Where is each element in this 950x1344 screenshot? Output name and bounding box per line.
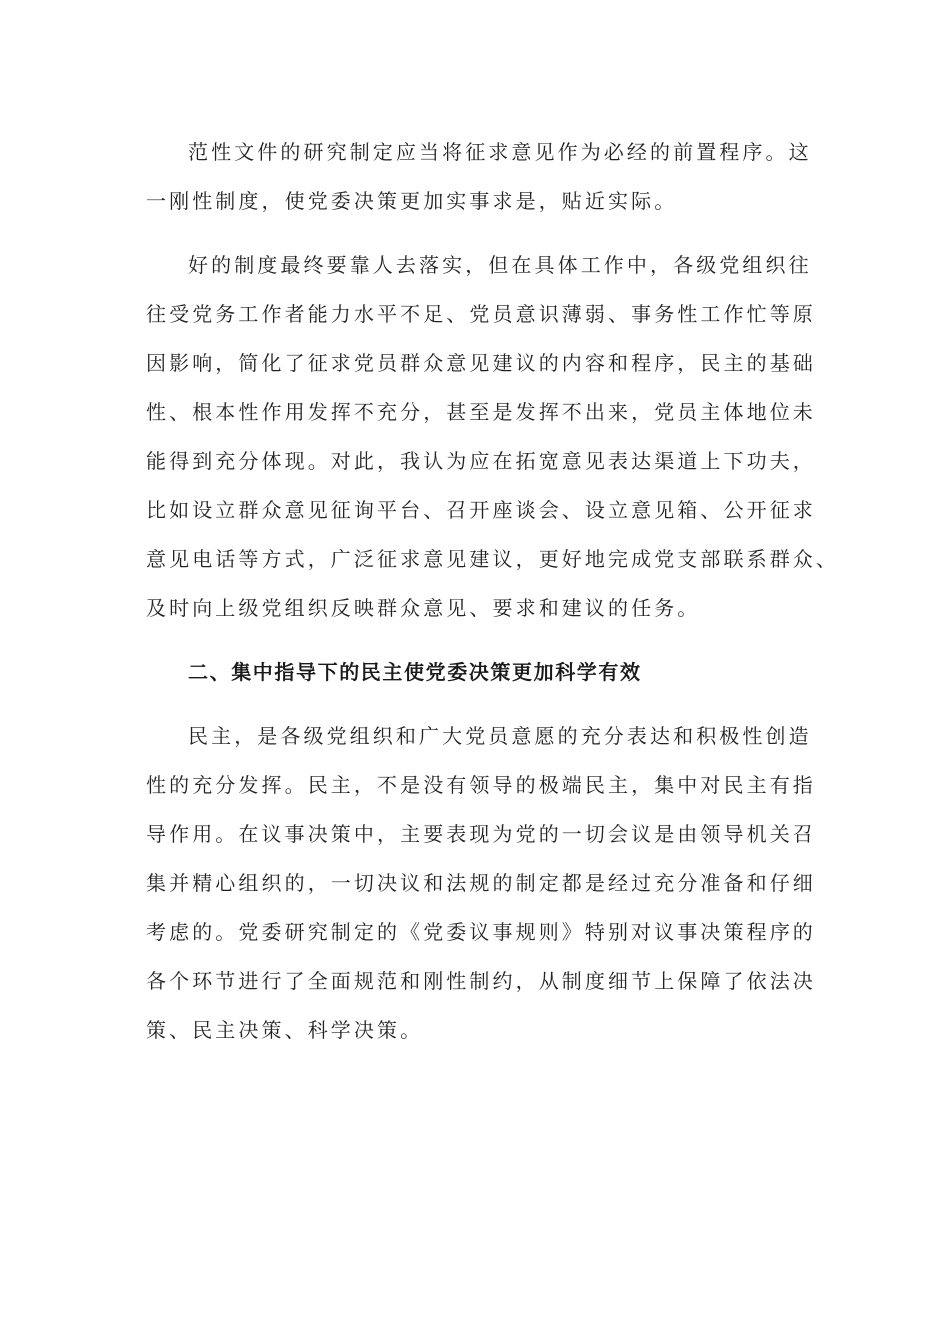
paragraph-3 <box>146 712 822 1055</box>
paragraph-line: 往受党务工作者能力水平不足、党员意识薄弱、事务性工作忙等原 <box>146 302 816 326</box>
paragraph-line: 意见电话等方式，广泛征求意见建议，更好地完成党支部联系群众、 <box>146 547 839 571</box>
section-heading-text: 二、集中指导下的民主使党委决策更加科学有效 <box>188 660 642 684</box>
paragraph-line: 性的充分发挥。民主，不是没有领导的极端民主，集中对民主有指 <box>146 773 816 797</box>
paragraph-spacer <box>146 633 822 648</box>
paragraph-line: 导作用。在议事决策中，主要表现为党的一切会议是由领导机关召 <box>146 822 816 846</box>
paragraph-2 <box>146 241 839 633</box>
document-body <box>146 128 839 1055</box>
paragraph-line: 策、民主决策、科学决策。 <box>146 1018 424 1042</box>
paragraph-1 <box>146 128 822 226</box>
paragraph-line: 集并精心组织的，一切决议和法规的制定都是经过充分准备和仔细 <box>146 871 816 895</box>
paragraph-line: 及时向上级党组织反映群众意见、要求和建议的任务。 <box>146 596 701 620</box>
paragraph-line: 性、根本性作用发挥不充分，甚至是发挥不出来，党员主体地位未 <box>146 400 816 424</box>
paragraph-spacer <box>146 697 822 712</box>
section-heading <box>146 648 822 697</box>
paragraph-line: 民主，是各级党组织和广大党员意愿的充分表达和积极性创造 <box>188 724 812 748</box>
paragraph-line: 考虑的。党委研究制定的《党委议事规则》特别对议事决策程序的 <box>146 920 816 944</box>
paragraph-spacer <box>146 226 822 241</box>
paragraph-line: 各个环节进行了全面规范和刚性制约，从制度细节上保障了依法决 <box>146 969 816 993</box>
paragraph-line: 能得到充分体现。对此，我认为应在拓宽意见表达渠道上下功夫， <box>146 449 816 473</box>
paragraph-line: 比如设立群众意见征询平台、召开座谈会、设立意见箱、公开征求 <box>146 498 816 522</box>
paragraph-line: 因影响，简化了征求党员群众意见建议的内容和程序，民主的基础 <box>146 351 816 375</box>
paragraph-line: 一刚性制度，使党委决策更加实事求是，贴近实际。 <box>146 189 678 213</box>
paragraph-line: 好的制度最终要靠人去落实，但在具体工作中，各级党组织往 <box>188 253 812 277</box>
paragraph-line: 范性文件的研究制定应当将征求意见作为必经的前置程序。这 <box>188 140 812 164</box>
